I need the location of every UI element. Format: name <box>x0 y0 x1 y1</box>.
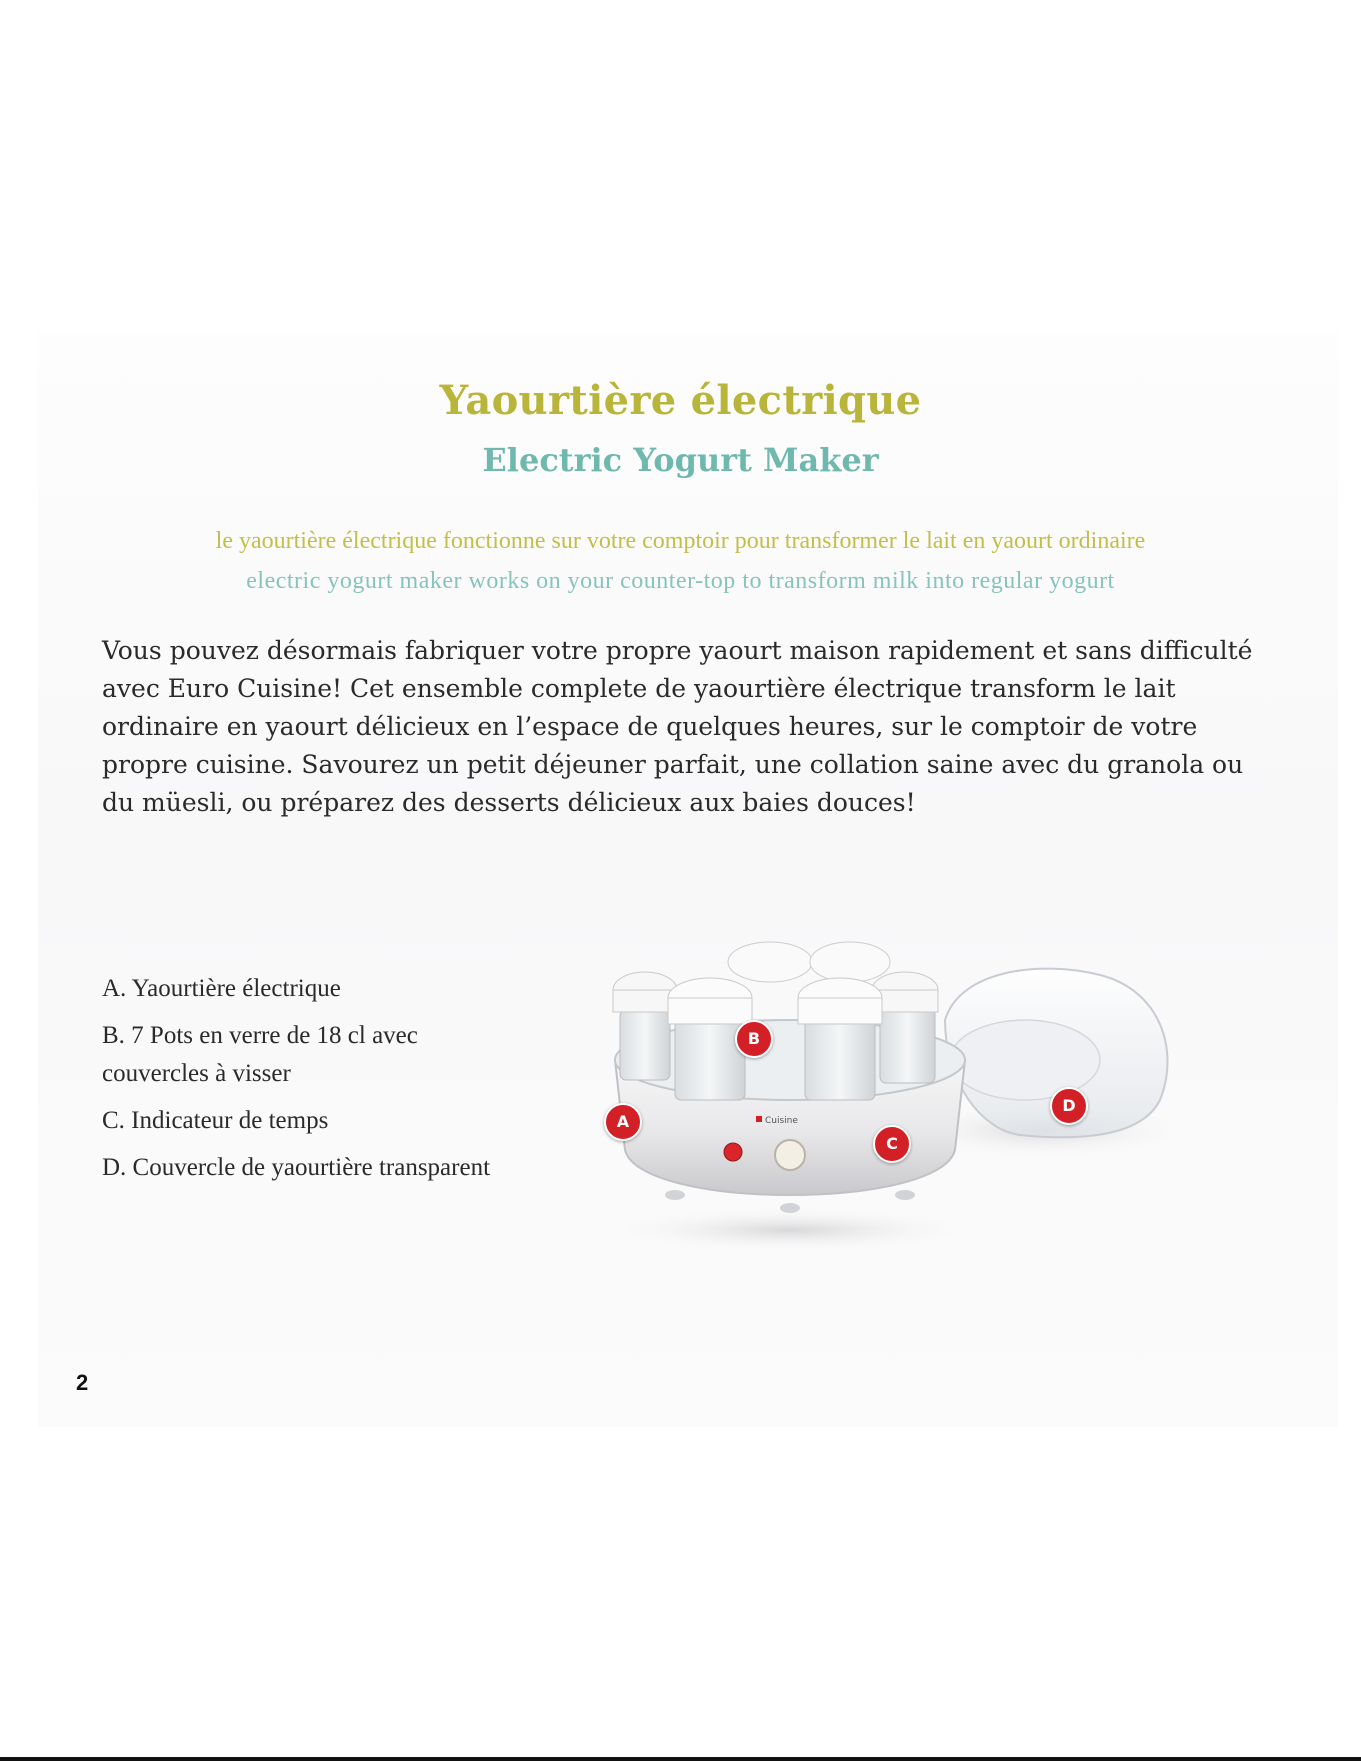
jar <box>880 1008 935 1083</box>
tagline-english: electric yogurt maker works on your counter-top to transform milk into regular yogurt <box>246 568 1115 594</box>
foot <box>665 1190 685 1200</box>
jar <box>620 1010 670 1080</box>
page-number: 2 <box>76 1370 89 1395</box>
jar-cap-side <box>798 998 882 1024</box>
parts-list <box>102 970 572 1196</box>
marker-b: B <box>735 1020 773 1058</box>
jar-cap <box>810 942 890 982</box>
yogurt-maker-illustration <box>600 940 1180 1260</box>
page-title-english: Electric Yogurt Maker <box>482 441 879 479</box>
foot <box>895 1190 915 1200</box>
part-d: D. Couvercle de yaourtière transparent <box>102 1154 491 1181</box>
page-title-french: Yaourtière électrique <box>439 377 922 424</box>
bottom-rule <box>0 1757 1361 1761</box>
part-c: C. Indicateur de temps <box>102 1107 329 1134</box>
timer-dial <box>775 1140 805 1170</box>
marker-c: C <box>873 1125 911 1163</box>
part-b: B. 7 Pots en verre de 18 cl avec couvercles à visser <box>102 1022 418 1087</box>
jar-cap-side <box>668 998 752 1024</box>
foot <box>780 1203 800 1213</box>
intro-paragraph: Vous pouvez désormais fabriquer votre propre yaourt maison rapidement et sans difficulté avec Euro Cuisine! Cet ensemble complete de yaourtière électrique transform le lait ordinaire en yaourt délicieux en l’espace de quelques heures, sur le comptoir de votre propre cuisine. Savourez un petit déjeuner parfait, une collation saine avec du granola ou du müesli, ou préparez des desserts délicieux aux baies douces! <box>102 636 1253 817</box>
jar-cap-side <box>613 990 677 1012</box>
tagline-french: le yaourtière électrique fonctionne sur votre comptoir pour transformer le lait en yaourt ordinaire <box>215 528 1146 554</box>
page-background <box>38 332 1338 1427</box>
power-light <box>724 1143 742 1161</box>
brand-label: Cuisine <box>765 1116 798 1126</box>
jar <box>675 1020 745 1100</box>
part-a: A. Yaourtière électrique <box>102 975 341 1002</box>
brand-mark <box>756 1116 762 1122</box>
lid-inner <box>950 1020 1100 1100</box>
base-shadow <box>600 1206 990 1254</box>
jar <box>805 1020 875 1100</box>
yogurt-maker-photo <box>600 940 1180 1260</box>
marker-a: A <box>604 1103 642 1141</box>
jar-cap <box>728 942 812 982</box>
marker-d: D <box>1050 1087 1088 1125</box>
